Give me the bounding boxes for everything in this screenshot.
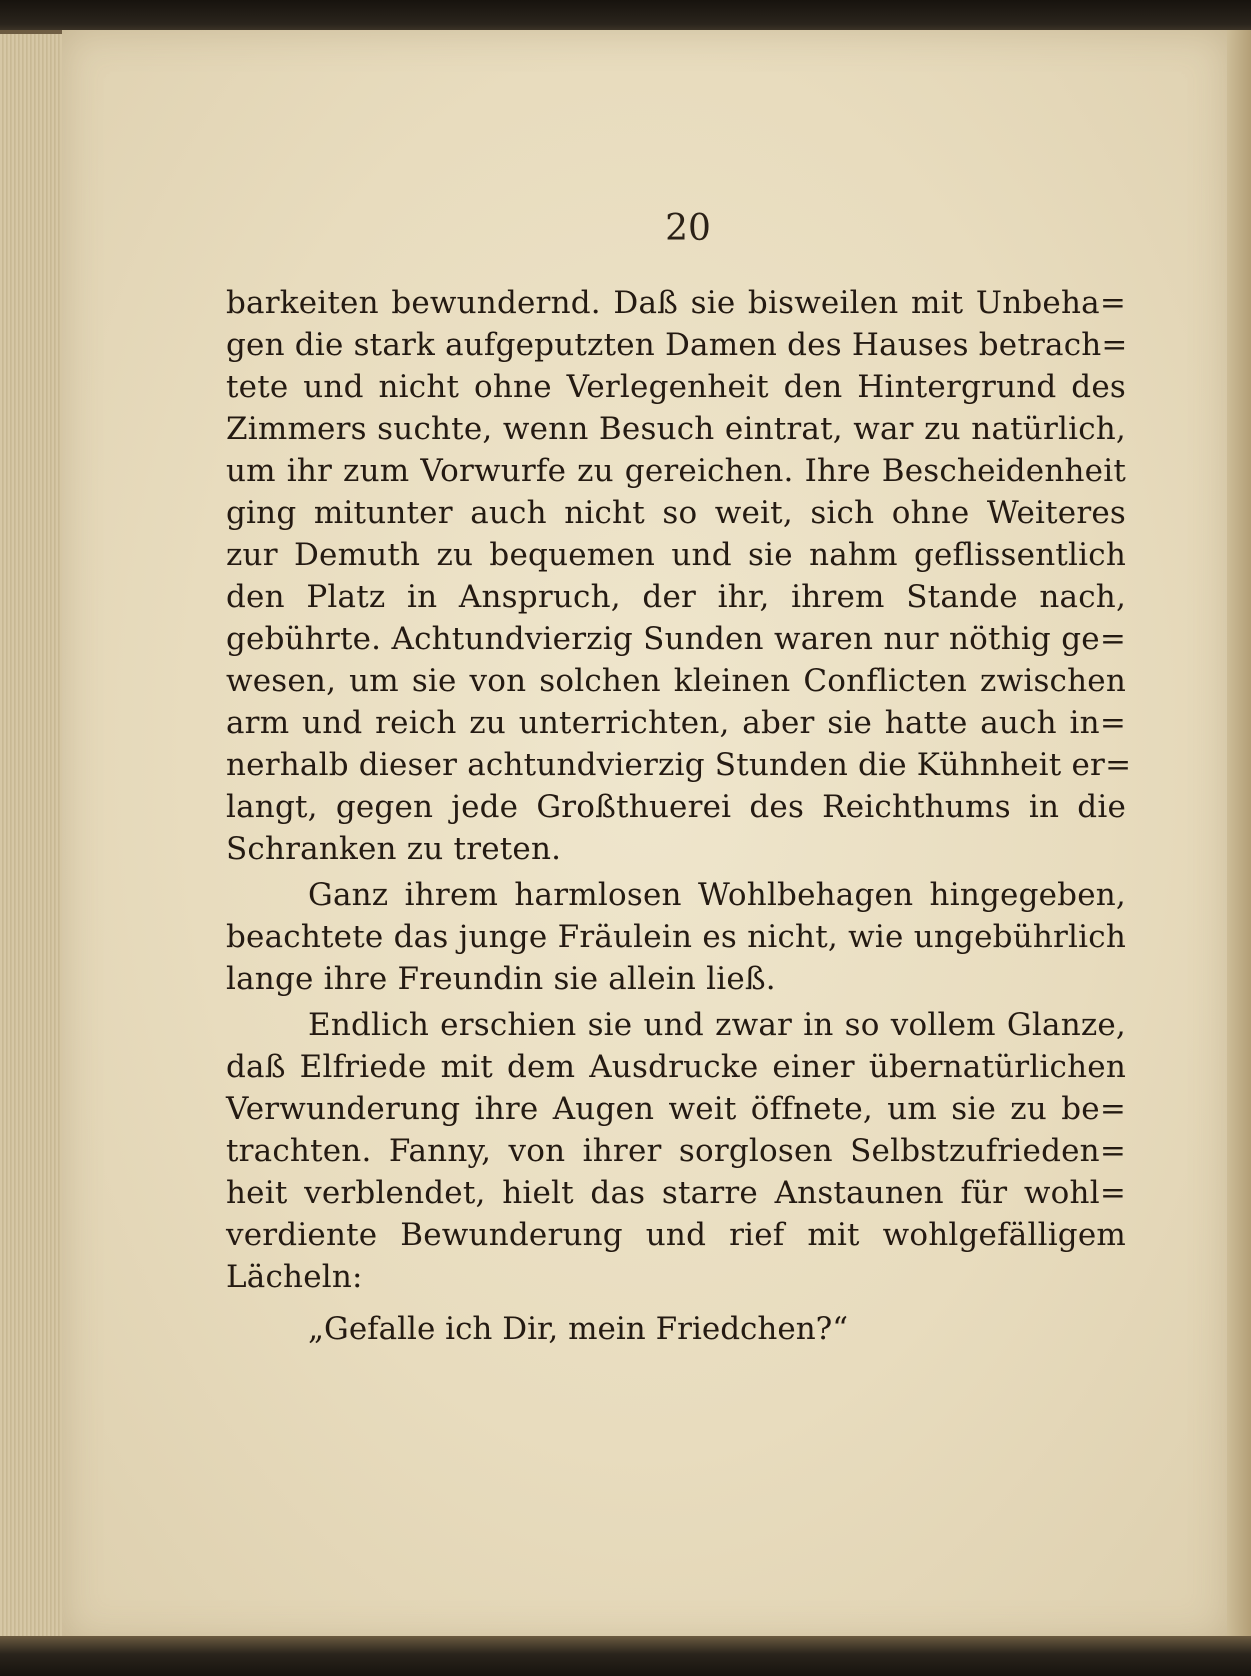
text-line: gen die stark aufgeputzten Damen des Hauses betrach=	[226, 327, 1128, 363]
text-line: beachtete das junge Fräulein es nicht, wie ungebührlich	[226, 919, 1126, 955]
text-line: langt, gegen jede Großthuerei des Reichthums in die	[226, 789, 1126, 825]
text-line: arm und reich zu unterrichten, aber sie hatte auch in=	[226, 705, 1126, 741]
text-line: trachten. Fanny, von ihrer sorglosen Selbstzufrieden=	[226, 1133, 1126, 1169]
text-line: ging mitunter auch nicht so weit, sich ohne Weiteres	[226, 495, 1126, 531]
text-line: lange ihre Freundin sie allein ließ.	[226, 961, 776, 997]
bottom-cover-edge	[0, 1636, 1251, 1676]
text-line: Lächeln:	[226, 1259, 363, 1295]
text-line: Schranken zu treten.	[226, 831, 562, 867]
text-line: den Platz in Anspruch, der ihr, ihrem Stande nach,	[226, 579, 1126, 615]
text-line: um ihr zum Vorwurfe zu gereichen. Ihre Bescheidenheit	[226, 453, 1126, 489]
text-line: Endlich erschien sie und zwar in so vollem Glanze,	[308, 1007, 1126, 1043]
text-line: verdiente Bewunderung und rief mit wohlgefälligem	[226, 1217, 1126, 1253]
text-line: Ganz ihrem harmlosen Wohlbehagen hingegeben,	[308, 877, 1126, 913]
text-line: wesen, um sie von solchen kleinen Conflicten zwischen	[226, 663, 1126, 699]
text-line: Verwunderung ihre Augen weit öffnete, um sie zu be=	[226, 1091, 1126, 1127]
text-line: barkeiten bewundernd. Daß sie bisweilen mit Unbeha=	[226, 285, 1126, 321]
text-line: gebührte. Achtundvierzig Sunden waren nur nöthig ge=	[226, 621, 1126, 657]
page-right-edge	[1227, 30, 1251, 1642]
text-line: zur Demuth zu bequemen und sie nahm geflissentlich	[226, 537, 1126, 573]
dialogue-quote: „Gefalle ich Dir, mein Friedchen?“	[308, 1311, 849, 1347]
page-stack-edge	[0, 34, 70, 1640]
text-line: daß Elfriede mit dem Ausdrucke einer übernatürlichen	[226, 1049, 1126, 1085]
text-line: nerhalb dieser achtundvierzig Stunden die Kühnheit er=	[226, 747, 1132, 783]
page-text	[226, 282, 1132, 1350]
text-line: tete und nicht ohne Verlegenheit den Hintergrund des	[226, 369, 1126, 405]
text-line: Zimmers suchte, wenn Besuch eintrat, war zu natürlich,	[226, 411, 1126, 447]
page-number: 20	[665, 208, 711, 249]
text-line: heit verblendet, hielt das starre Anstaunen für wohl=	[226, 1175, 1126, 1211]
